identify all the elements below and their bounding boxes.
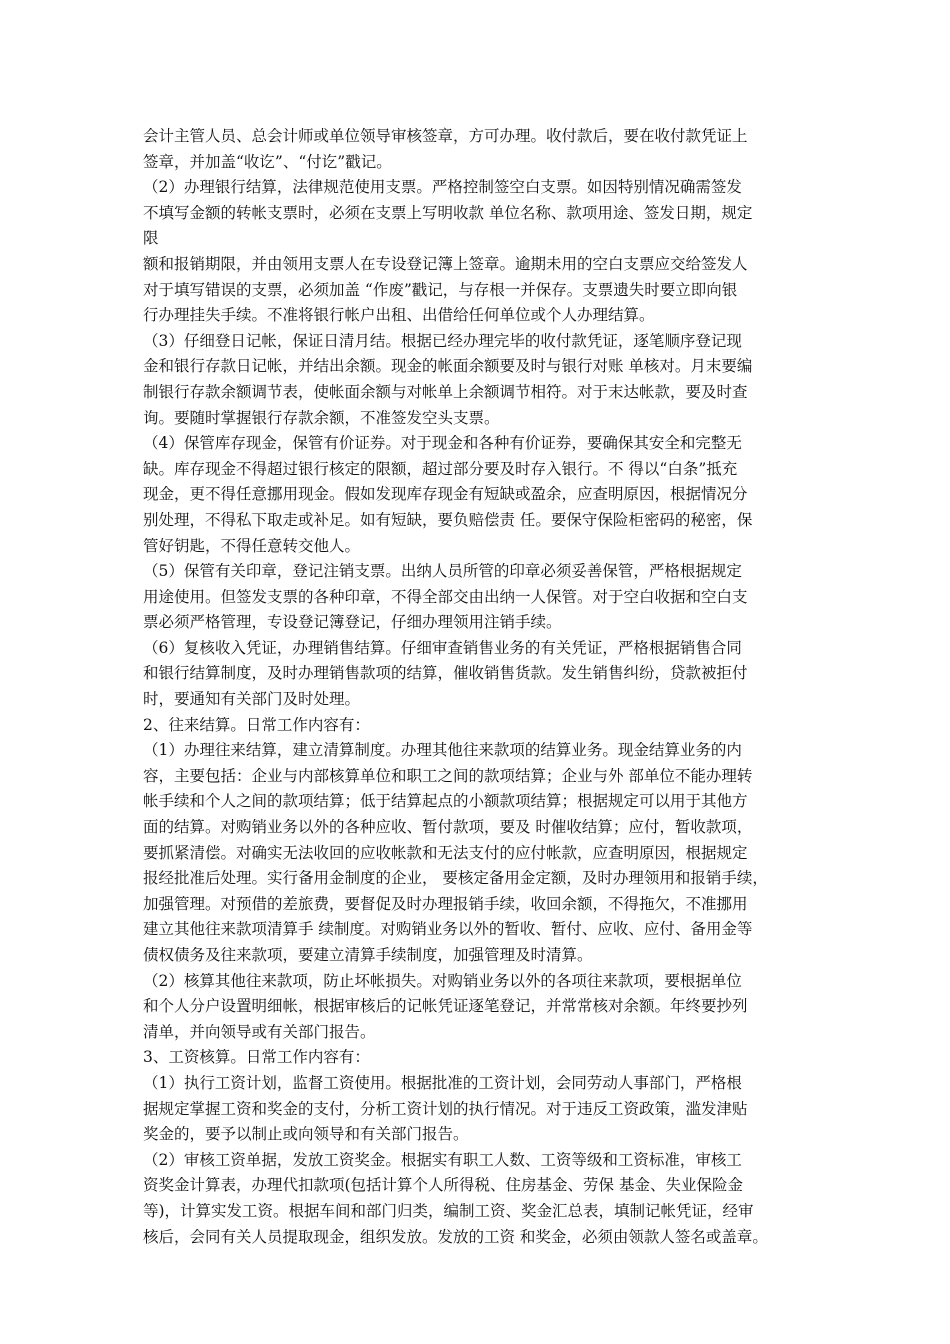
text-line: 建立其他往来款项清算手 续制度。对购销业务以外的暂收、暂付、应收、应付、备用金等	[143, 920, 753, 939]
text-line: （1）办理往来结算，建立清算制度。办理其他往来款项的结算业务。现金结算业务的内	[143, 741, 742, 760]
text-line: （2）办理银行结算，法律规范使用支票。严格控制签空白支票。如因特别情况确需签发	[143, 178, 742, 197]
text-line: 3、工资核算。日常工作内容有：	[143, 1048, 370, 1067]
text-line: 对于填写错误的支票，必须加盖 “作废”戳记，与存根一并保存。支票遗失时要立即向银	[143, 280, 738, 299]
text-line: 资奖金计算表，办理代扣款项(包括计算个人所得税、住房基金、劳保 基金、失业保险金	[143, 1176, 743, 1195]
text-line: 票必须严格管理，专设登记簿登记，仔细办理领用注销手续。	[143, 613, 562, 632]
text-line: 别处理，不得私下取走或补足。如有短缺，要负赔偿责 任。要保守保险柜密码的秘密，保	[143, 510, 753, 529]
text-line: 管好钥匙，不得任意转交他人。	[143, 536, 361, 555]
text-line: 据规定掌握工资和奖金的支付，分析工资计划的执行情况。对于违反工资政策，滥发津贴	[143, 1099, 748, 1118]
text-line: 报经批准后处理。实行备用金制度的企业， 要核定备用金定额，及时办理领用和报销手续，	[143, 869, 768, 888]
text-line: 等)，计算实发工资。根据车间和部门归类，编制工资、奖金汇总表，填制记帐凭证，经审	[143, 1201, 754, 1220]
text-line: 现金，更不得任意挪用现金。假如发现库存现金有短缺或盈余，应查明原因，根据情况分	[143, 485, 748, 504]
text-line: 用途使用。但签发支票的各种印章，不得全部交由出纳一人保管。对于空白收据和空白支	[143, 587, 748, 606]
text-line: （2）审核工资单据，发放工资奖金。根据实有职工人数、工资等级和工资标准，审核工	[143, 1150, 742, 1169]
text-line: （5）保管有关印章，登记注销支票。出纳人员所管的印章必须妥善保管，严格根据规定	[143, 562, 742, 581]
text-line: 2、往来结算。日常工作内容有：	[143, 715, 370, 734]
text-line: 面的结算。对购销业务以外的各种应收、暂付款项，要及 时催收结算；应付，暂收款项，	[143, 818, 753, 837]
text-line: 额和报销期限，并由领用支票人在专设登记簿上签章。逾期未用的空白支票应交给签发人	[143, 254, 748, 273]
text-line: 和银行结算制度，及时办理销售款项的结算，催收销售货款。发生销售纠纷，贷款被拒付	[143, 664, 748, 683]
document-body	[143, 124, 823, 1250]
text-line: 不填写金额的转帐支票时，必须在支票上写明收款 单位名称、款项用途、签发日期，规定	[143, 203, 753, 222]
text-line: 缺。库存现金不得超过银行核定的限额，超过部分要及时存入银行。不 得以“白条”抵充	[143, 459, 738, 478]
text-line: 奖金的，要予以制止或向领导和有关部门报告。	[143, 1125, 469, 1144]
text-line: （6）复核收入凭证，办理销售结算。仔细审查销售业务的有关凭证，严格根据销售合同	[143, 638, 742, 657]
text-line: 容，主要包括：企业与内部核算单位和职工之间的款项结算；企业与外 部单位不能办理转	[143, 766, 753, 785]
text-line: 金和银行存款日记帐，并结出余额。现金的帐面余额要及时与银行对账 单核对。月末要编	[143, 357, 753, 376]
text-line: 要抓紧清偿。对确实无法收回的应收帐款和无法支付的应付帐款，应查明原因，根据规定	[143, 843, 748, 862]
text-line: 帐手续和个人之间的款项结算；低于结算起点的小额款项结算；根据规定可以用于其他方	[143, 792, 748, 811]
text-line: （1）执行工资计划，监督工资使用。根据批准的工资计划，会同劳动人事部门，严格根	[143, 1073, 742, 1092]
text-line: 限	[143, 229, 159, 248]
text-line: 制银行存款余额调节表，使帐面余额与对帐单上余额调节相符。对于末达帐款，要及时查	[143, 382, 748, 401]
text-line: 核后，会同有关人员提取现金，组织发放。发放的工资 和奖金，必须由领款人签名或盖章。	[143, 1227, 768, 1246]
text-line: 时，要通知有关部门及时处理。	[143, 690, 361, 709]
text-line: （3）仔细登日记帐，保证日清月结。根据已经办理完毕的收付款凭证，逐笔顺序登记现	[143, 331, 742, 350]
text-line: 签章，并加盖“收讫”、“付讫”戳记。	[143, 152, 392, 171]
text-line: 和个人分户设置明细帐，根据审核后的记帐凭证逐笔登记，并常常核对余额。年终要抄列	[143, 997, 748, 1016]
text-line: （4）保管库存现金，保管有价证券。对于现金和各种有价证券，要确保其安全和完整无	[143, 434, 742, 453]
text-line: 会计主管人员、总会计师或单位领导审核签章，方可办理。收付款后，要在收付款凭证上	[143, 127, 748, 145]
text-line: 清单，并向领导或有关部门报告。	[143, 1022, 376, 1041]
text-line: 债权债务及往来款项，要建立清算手续制度，加强管理及时清算。	[143, 946, 593, 964]
text-line: （2）核算其他往来款项，防止坏帐损失。对购销业务以外的各项往来款项，要根据单位	[143, 971, 742, 990]
text-line: 加强管理。对预借的差旅费，要督促及时办理报销手续，收回余额，不得拖欠，不准挪用	[143, 894, 748, 913]
text-line: 询。要随时掌握银行存款余额，不准签发空头支票。	[143, 408, 500, 427]
text-line: 行办理挂失手续。不准将银行帐户出租、出借给任何单位或个人办理结算。	[143, 306, 655, 325]
